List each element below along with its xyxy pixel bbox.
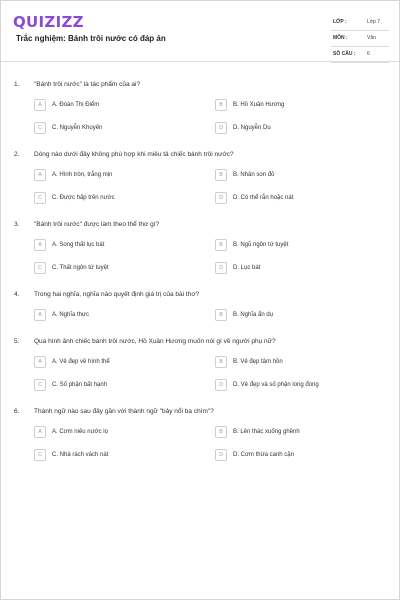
option-letter-box: B [215,426,227,438]
option-text: D. Có thể rắn hoặc nát [233,195,294,201]
quizizz-logo: QUIZIZZ [13,13,84,31]
option-letter-box: B [215,169,227,181]
option-letter-box: C [34,262,46,274]
question-number: 6. [14,408,20,415]
meta-value: Lớp 7 [367,19,381,25]
page-title: Trắc nghiệm: Bánh trôi nước có đáp án [16,34,166,43]
option-text: B. Vẻ đẹp tâm hồn [233,359,283,365]
option-letter-box: B [215,99,227,111]
option-text: B. Nhân son đỏ [233,172,275,178]
option-letter-box: B [215,356,227,368]
question-text: Qua hình ảnh chiếc bánh trôi nước, Hồ Xuân Hương muốn nói gì về người phụ nữ? [34,338,276,345]
option-text: B. Hồ Xuân Hương [233,102,285,108]
option-letter-box: C [34,122,46,134]
option-letter-box: A [34,99,46,111]
option-text: A. Song thất lục bát [52,242,105,248]
meta-label: MÔN : [333,35,348,41]
option-text: C. Được hấp trên nước [52,195,115,201]
question-number: 3. [14,221,20,228]
header-divider [1,61,400,62]
meta-value: 6 [367,51,370,57]
option-letter-box: C [34,192,46,204]
question-number: 5. [14,338,20,345]
question-text: Dòng nào dưới đây không phù hợp khi miêu tả chiếc bánh trôi nước? [34,151,234,158]
question-number: 4. [14,291,20,298]
meta-value: Văn [367,35,376,41]
option-text: B. Ngũ ngôn tứ tuyệt [233,242,289,248]
option-letter-box: A [34,169,46,181]
question-text: Thành ngữ nào sau đây gần với thành ngữ "bảy nổi ba chìm"? [34,408,214,415]
option-text: A. Hình tròn, trắng mịn [52,172,113,178]
option-letter-box: A [34,426,46,438]
option-text: A. Vẻ đẹp về hình thể [52,359,110,365]
option-letter-box: B [215,309,227,321]
option-text: A. Nghĩa thực [52,312,90,318]
option-letter-box: D [215,122,227,134]
option-letter-box: A [34,309,46,321]
option-text: C. Nhà rách vách nát [52,452,109,458]
option-text: C. Số phận bất hạnh [52,382,108,388]
meta-row-class [331,15,389,31]
option-letter-box: C [34,379,46,391]
meta-row-subject [331,31,389,47]
option-text: B. Nghĩa ẩn dụ [233,312,274,318]
option-letter-box: D [215,449,227,461]
option-text: C. Nguyễn Khuyến [52,125,103,131]
option-letter-box: A [34,356,46,368]
option-text: C. Thất ngôn tứ tuyệt [52,265,109,271]
question-number: 1. [14,81,20,88]
option-text: D. Lục bát [233,265,261,271]
question-number: 2. [14,151,20,158]
question-text: "Bánh trôi nước" được làm theo thể thơ gì? [34,221,160,228]
option-text: B. Lên thác xuống ghềnh [233,429,300,435]
option-text: D. Cơm thừa canh cặn [233,452,294,458]
option-letter-box: D [215,379,227,391]
option-letter-box: C [34,449,46,461]
option-text: D. Vẻ đẹp và số phận long đong [233,382,319,388]
worksheet-meta [331,15,389,63]
option-letter-box: D [215,262,227,274]
option-text: D. Nguyễn Du [233,125,271,131]
option-text: A. Cơm niêu nước lọ [52,429,108,435]
option-letter-box: A [34,239,46,251]
option-text: A. Đoàn Thị Điểm [52,102,100,108]
question-text: "Bánh trôi nước" là tác phẩm của ai? [34,81,141,88]
option-letter-box: B [215,239,227,251]
meta-label: LỚP : [333,19,347,25]
option-letter-box: D [215,192,227,204]
question-text: Trong hai nghĩa, nghĩa nào quyết định giá trị của bài thơ? [34,291,200,298]
meta-label: SỐ CÂU : [333,51,356,57]
